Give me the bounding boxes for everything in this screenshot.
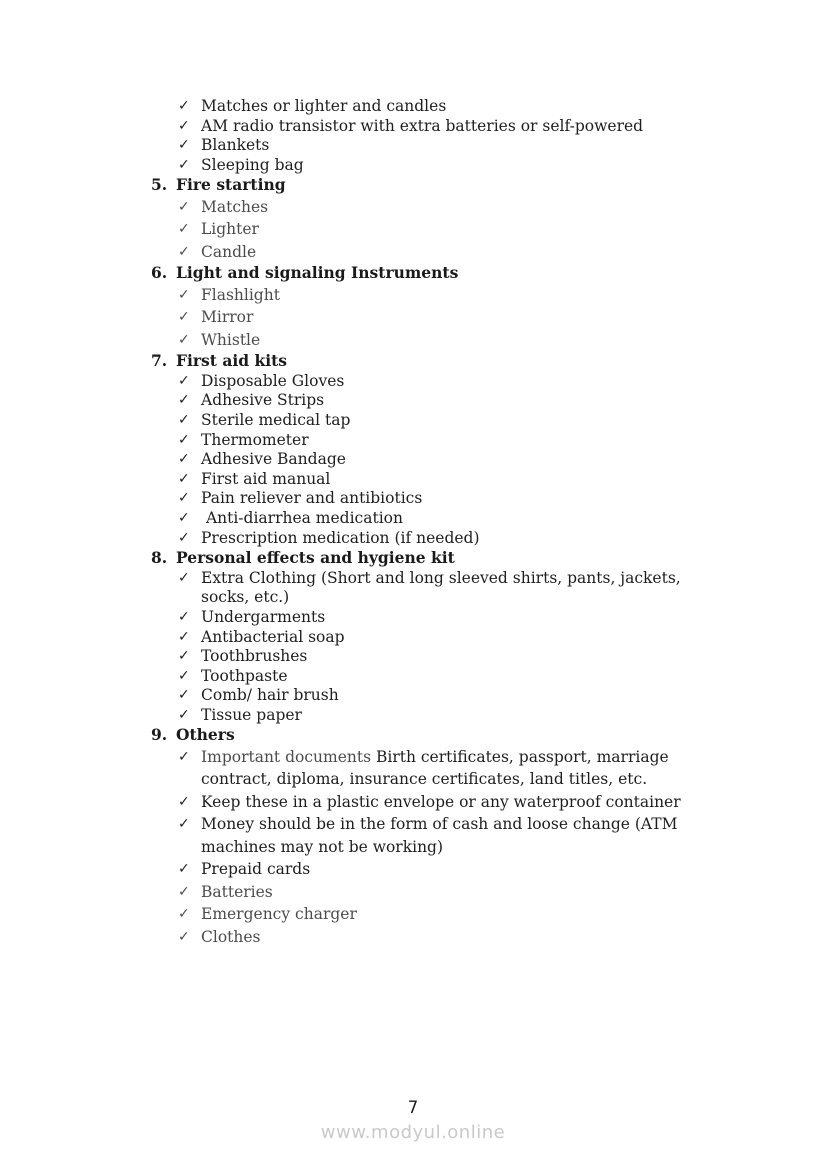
list-item-text: Mirror: [201, 308, 254, 327]
list-item-text: Extra Clothing (Short and long sleeved shirts, pants, jackets, socks, etc.): [201, 568, 686, 607]
list-item-text: Clothes: [201, 927, 261, 946]
list-item: [151, 706, 699, 726]
list-item-text: Flashlight: [201, 285, 280, 304]
list-item-text: Toothbrushes: [201, 647, 308, 666]
list-item-text: Lighter: [201, 220, 259, 239]
check-icon: ✓: [178, 490, 190, 507]
list-item-text: Sterile medical tap: [201, 411, 351, 430]
list-item: [151, 903, 699, 926]
list-item: [151, 686, 699, 706]
check-icon: ✓: [178, 569, 190, 586]
section-number: 9.: [151, 725, 168, 745]
list-item-text: Blankets: [201, 136, 270, 155]
list-item-text: Adhesive Bandage: [201, 450, 346, 469]
section-heading: [151, 263, 699, 284]
list-item: [151, 156, 699, 176]
list-item: [151, 284, 699, 307]
list-item-text: Important documents Birth certificates, passport, marriage contract, diploma, insurance certificates, land titles, etc.: [201, 747, 674, 789]
list-item-text: Batteries: [201, 882, 273, 901]
list-item-text: Emergency charger: [201, 905, 357, 924]
list-item: [151, 647, 699, 667]
check-icon: ✓: [178, 451, 190, 468]
list-item: [151, 858, 699, 881]
list-item: [151, 136, 699, 156]
list-item-text: Comb/ hair brush: [201, 686, 339, 705]
check-icon: ✓: [178, 331, 190, 348]
check-icon: ✓: [178, 608, 190, 625]
list-item-text: Money should be in the form of cash and loose change (ATM machines may not be working): [201, 815, 683, 856]
section-number: 5.: [151, 175, 168, 195]
list-item: [151, 450, 699, 470]
list-item-text: First aid manual: [201, 469, 331, 488]
check-icon: ✓: [178, 470, 190, 487]
section-title: Personal effects and hygiene kit: [176, 548, 455, 568]
check-icon: ✓: [178, 906, 190, 923]
document-body: [151, 97, 699, 948]
check-icon: ✓: [178, 628, 190, 645]
section-heading: [151, 175, 699, 196]
list-item-text: Adhesive Strips: [201, 391, 325, 410]
check-icon: ✓: [178, 117, 190, 134]
list-item-text: Sleeping bag: [201, 155, 304, 174]
section-number: 6.: [151, 263, 168, 283]
check-icon: ✓: [178, 928, 190, 945]
check-icon: ✓: [178, 706, 190, 723]
check-icon: ✓: [178, 816, 190, 833]
list-item: [151, 372, 699, 392]
check-icon: ✓: [178, 748, 190, 765]
list-item: [151, 329, 699, 352]
check-icon: ✓: [178, 412, 190, 429]
check-icon: ✓: [178, 243, 190, 260]
list-item-text: Prescription medication (if needed): [201, 528, 480, 547]
list-item: [151, 431, 699, 451]
list-item-text: Matches or lighter and candles: [201, 97, 447, 115]
check-icon: ✓: [178, 667, 190, 684]
list-item: [151, 608, 699, 628]
list-item: [151, 489, 699, 509]
list-item-text: Toothpaste: [201, 666, 288, 685]
list-item-text: Candle: [201, 242, 257, 261]
check-icon: ✓: [178, 156, 190, 173]
check-icon: ✓: [178, 286, 190, 303]
section-title: First aid kits: [176, 351, 288, 371]
check-icon: ✓: [178, 198, 190, 215]
check-icon: ✓: [178, 431, 190, 448]
list-item-text: Tissue paper: [201, 705, 302, 724]
list-item: [151, 391, 699, 411]
check-icon: ✓: [178, 648, 190, 665]
list-item: [151, 746, 699, 791]
check-icon: ✓: [178, 510, 190, 527]
section-heading: [151, 351, 699, 372]
list-item: [151, 628, 699, 648]
list-item-text: Disposable Gloves: [201, 371, 345, 390]
list-item-text: Pain reliever and antibiotics: [201, 489, 423, 508]
list-item-lead-text: Important documents: [201, 747, 372, 766]
checklist-section: [151, 263, 699, 351]
check-icon: ✓: [178, 529, 190, 546]
section-heading: [151, 548, 699, 569]
list-item: [151, 791, 699, 814]
list-item-text: Anti-diarrhea medication: [201, 509, 403, 528]
list-item: [151, 117, 699, 137]
check-icon: ✓: [178, 883, 190, 900]
section-heading: [151, 725, 699, 746]
check-icon: ✓: [178, 309, 190, 326]
page-number: 7: [407, 1098, 419, 1117]
list-item: [151, 241, 699, 264]
list-item-text: Whistle: [201, 330, 261, 349]
list-item: [151, 926, 699, 949]
check-icon: ✓: [178, 687, 190, 704]
list-item: [151, 306, 699, 329]
check-icon: ✓: [178, 137, 190, 154]
list-item-text: Undergarments: [201, 607, 326, 626]
checklist-section: [151, 175, 699, 263]
list-item-text: Antibacterial soap: [201, 627, 345, 646]
section-title: Others: [176, 725, 235, 745]
list-item: [151, 529, 699, 549]
check-icon: ✓: [178, 861, 190, 878]
checklist-section: [151, 725, 699, 948]
section-title: Fire starting: [176, 175, 286, 195]
checklist-section: [151, 351, 699, 548]
watermark: www.modyul.online: [320, 1122, 506, 1143]
list-item: [151, 509, 699, 529]
section-title: Light and signaling Instruments: [176, 263, 459, 283]
list-item: [151, 667, 699, 687]
check-icon: ✓: [178, 221, 190, 238]
checklist-section: [151, 548, 699, 725]
check-icon: ✓: [178, 392, 190, 409]
check-icon: ✓: [178, 98, 190, 114]
list-item-text: Matches: [201, 197, 269, 216]
list-item: [151, 813, 699, 858]
list-item: [151, 411, 699, 431]
list-item: [151, 97, 699, 117]
section-number: 7.: [151, 351, 168, 371]
list-item-text: Thermometer: [201, 430, 309, 449]
check-icon: ✓: [178, 793, 190, 810]
section-number: 8.: [151, 548, 168, 568]
list-item: [151, 218, 699, 241]
list-item-text: AM radio transistor with extra batteries or self-powered: [201, 116, 644, 135]
list-item: [151, 569, 699, 608]
list-item-text: Prepaid cards: [201, 860, 311, 879]
list-item-text: Keep these in a plastic envelope or any waterproof container: [201, 792, 681, 811]
check-icon: ✓: [178, 372, 190, 389]
list-item: [151, 196, 699, 219]
list-item: [151, 881, 699, 904]
list-item: [151, 470, 699, 490]
